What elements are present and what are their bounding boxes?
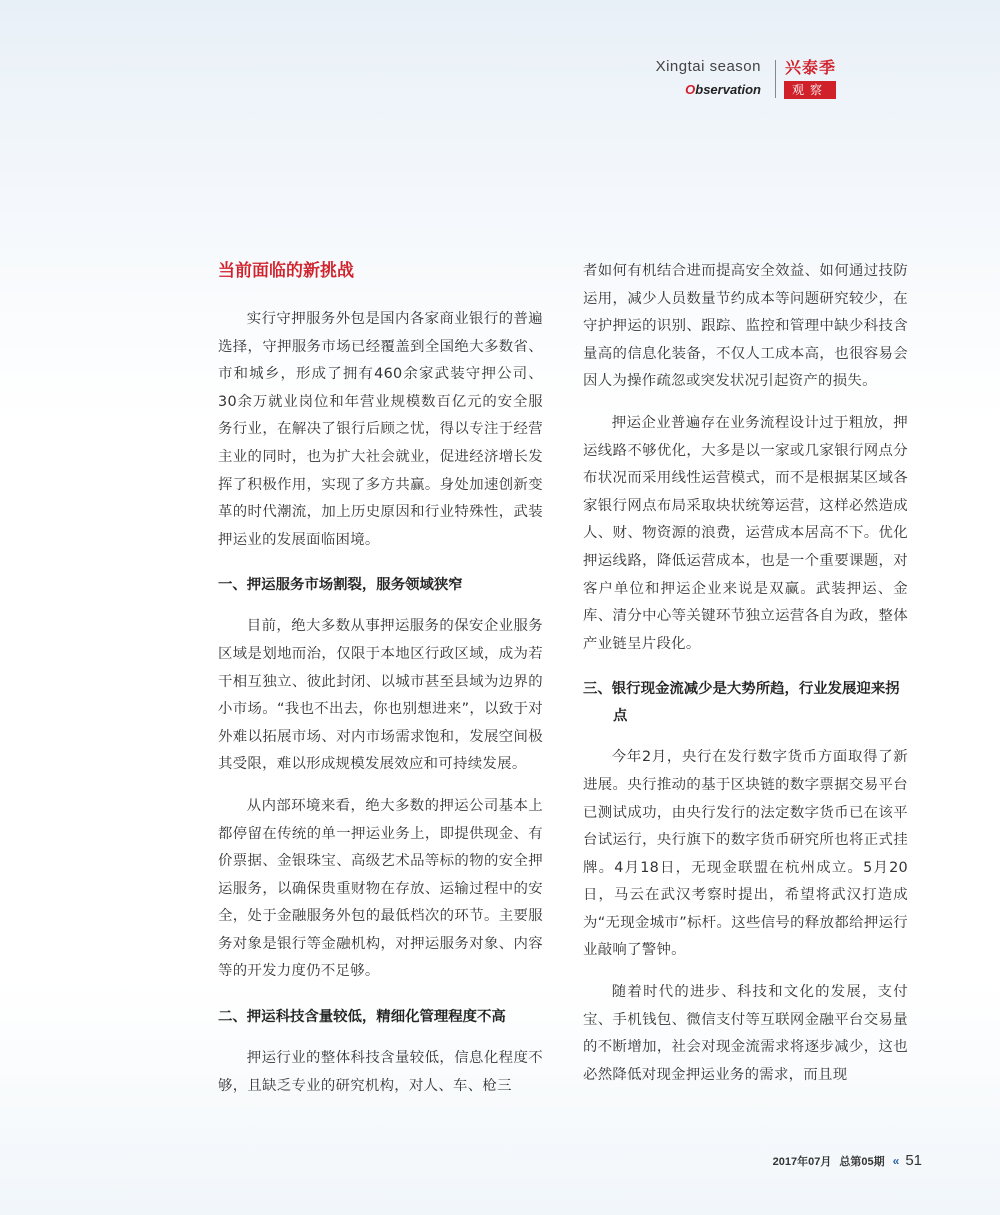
paragraph: 目前，绝大多数从事押运服务的保安企业服务区域是划地而治，仅限于本地区行政区域，成为若干相互独立、彼此封闭、以城市甚至县域为边界的小市场。“我也不出去，你也别想进来”，以致于对外难以拓展市场、对内市场需求饱和，发展空间极其受限，难以形成规模发展效应和可持续发展。 [218, 618, 543, 773]
issue-date: 2017年07月 [772, 1155, 832, 1168]
subheading: 三、银行现金流减少是大势所趋，行业发展迎来拐点 [583, 681, 900, 725]
brand-name-en: Xingtai season [655, 58, 761, 75]
paragraph: 实行守押服务外包是国内各家商业银行的普遍选择，守押服务市场已经覆盖到全国绝大多数省、市和城乡，形成了拥有460余家武装守押公司、30余万就业岗位和年营业规模数百亿元的安全服务行业，在解决了银行后顾之忧，得以专注于经营主业的同时，也为扩大社会就业，促进经济增长发挥了积极作用，实现了多方共赢。身处加速创新变革的时代潮流，加上历史原因和行业特殊性，武装押运业的发展面临困境。 [218, 311, 543, 548]
issue-number: 总第05期 [839, 1155, 885, 1168]
left-column [218, 258, 543, 1114]
page-footer [773, 1152, 922, 1169]
right-column [583, 258, 908, 1103]
paragraph: 从内部环境来看，绝大多数的押运公司基本上都停留在传统的单一押运业务上，即提供现金、有价票据、金银珠宝、高级艺术品等标的物的安全押运服务，以确保贵重财物在存放、运输过程中的安全，处于金融服务外包的最低档次的环节。主要服务对象是银行等金融机构，对押运服务对象、内容等的开发力度仍不足够。 [218, 797, 543, 980]
brand-name-cn: 兴泰季 [784, 58, 836, 77]
subheading: 一、押运服务市场割裂，服务领域狭窄 [218, 577, 463, 594]
page-number: 51 [905, 1152, 922, 1169]
section-name-en-initial: O [685, 82, 696, 97]
header-en-block [501, 58, 761, 100]
section-name-en [501, 80, 761, 100]
paragraph: 押运企业普遍存在业务流程设计过于粗放，押运线路不够优化，大多是以一家或几家银行网点分布状况而采用线性运营模式，而不是根据某区域各家银行网点布局采取块状统筹运营，这样必然造成人、财、物资源的浪费，运营成本居高不下。优化押运线路，降低运营成本，也是一个重要课题，对客户单位和押运企业来说是双赢。武装押运、金库、清分中心等关键环节独立运营各自为政，整体产业链呈片段化。 [583, 414, 908, 652]
header-cn-block [778, 58, 836, 99]
double-chevron-left-icon: « [892, 1153, 898, 1168]
paragraph: 今年2月，央行在发行数字货币方面取得了新进展。央行推动的基于区块链的数字票据交易平台已测试成功，由央行发行的法定数字货币已在该平台试运行，央行旗下的数字货币研究所也将正式挂牌。4月18日，无现金联盟在杭州成立。5月20日，马云在武汉考察时提出，希望将武汉打造成为“无现金城市”标杆。这些信号的释放都给押运行业敲响了警钟。 [583, 749, 908, 959]
header-divider [775, 60, 776, 98]
paragraph: 随着时代的进步、科技和文化的发展，支付宝、手机钱包、微信支付等互联网金融平台交易量的不断增加，社会对现金流需求将逐步减少，这也必然降低对现金押运业务的需求，而且现 [583, 984, 908, 1083]
section-tag-cn: 观察 [784, 81, 836, 99]
section-title: 当前面临的新挑战 [218, 261, 354, 281]
section-name-en-rest: bservation [695, 82, 761, 97]
subheading: 二、押运科技含量较低，精细化管理程度不高 [218, 1009, 506, 1026]
paragraph-continued: 者如何有机结合进而提高安全效益、如何通过技防运用，减少人员数量节约成本等问题研究较少，在守护押运的识别、跟踪、监控和管理中缺少科技含量高的信息化装备，不仅人工成本高，也很容易会因人为操作疏忽或突发状况引起资产的损失。 [583, 263, 908, 390]
page-header [498, 58, 918, 100]
paragraph: 押运行业的整体科技含量较低，信息化程度不够，且缺乏专业的研究机构，对人、车、枪三 [218, 1050, 543, 1094]
